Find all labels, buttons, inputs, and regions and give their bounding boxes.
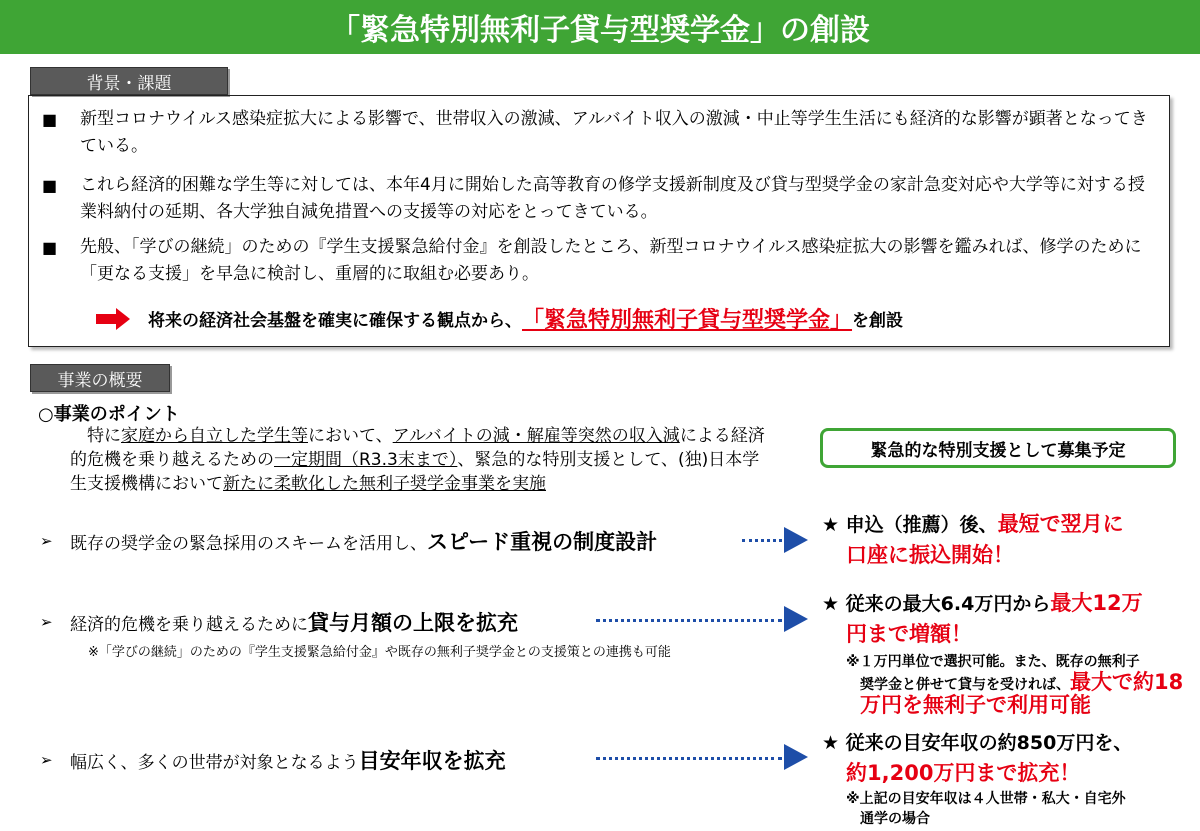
feature-item [40, 607, 518, 637]
intro-indent: 特に [70, 426, 121, 446]
feature-highlight: スピード重視の制度設計 [427, 530, 658, 554]
conclusion-line [96, 303, 903, 334]
intro-part: 一定期間（R3.3末まで） [274, 450, 458, 470]
point-title: ○事業のポイント [38, 404, 180, 425]
feature-item [40, 526, 657, 556]
star-icon: ★ [822, 514, 840, 536]
chevron-icon: ➢ [40, 613, 53, 631]
background-bullet [42, 172, 1152, 226]
star-icon: ★ [822, 593, 840, 615]
result-highlight: 最大12万 [1050, 591, 1143, 615]
background-section-tab: 背景・課題 [30, 67, 228, 95]
result-text: 従来の目安年収の約850万円を、 [845, 732, 1133, 754]
intro-part: 新たに柔軟化した無利子奨学金事業を実施 [223, 474, 546, 494]
background-bullet [42, 106, 1152, 160]
result-item [822, 728, 1192, 829]
result-note: 通学の場合 [860, 811, 930, 827]
result-highlight: 口座に振込開始！ [846, 543, 1014, 567]
bullet-marker: ■ [42, 176, 58, 195]
result-highlight: 約1,200万円まで拡充！ [846, 761, 1081, 785]
arrow-head-icon [784, 606, 808, 632]
result-highlight: 円まで増額！ [846, 622, 972, 646]
result-item [822, 588, 1192, 715]
bullet-text: 新型コロナウイルス感染症拡大による影響で、世帯収入の激減、アルバイト収入の激減・中止等学生生活にも経済的な影響が顕著となってきている。 [80, 109, 1148, 156]
bullet-text: これら経済的困難な学生等に対しては、本年4月に開始した高等教育の修学支援新制度及び貸与型奨学金の家計急変対応や大学等に対する授業料納付の延期、各大学独自減免措置への支援等の対応をとってきている。 [80, 175, 1145, 222]
page-title: 「緊急特別無利子貸与型奨学金」の創設 [0, 0, 1200, 54]
feature-text: 幅広く、多くの世帯が対象となるよう [70, 752, 359, 773]
dotted-connector [596, 757, 782, 760]
feature-note: ※「学びの継続」のための『学生支援緊急給付金』や既存の無利子奨学金との支援策との連携も可能 [88, 645, 671, 660]
feature-text: 経済的危機を乗り越えるために [70, 614, 308, 635]
result-note-highlight: 最大で約18 [1070, 670, 1184, 694]
result-text: 申込（推薦）後、 [845, 514, 998, 536]
arrow-head-icon [784, 744, 808, 770]
recruit-box: 緊急的な特別支援として募集予定 [820, 428, 1176, 468]
overview-section-tab: 事業の概要 [30, 364, 170, 392]
intro-part: 家庭から自立した学生等 [121, 426, 308, 446]
result-note: 奨学金と併せて貸与を受ければ、 [860, 677, 1070, 693]
result-text: 従来の最大6.4万円から [845, 593, 1051, 615]
conclusion-suffix: を創設 [852, 311, 904, 331]
right-arrow-icon [96, 308, 130, 330]
intro-part: による経済的危機を乗り越えるための [70, 426, 765, 470]
dotted-connector [742, 539, 782, 542]
star-icon: ★ [822, 732, 840, 754]
result-note-highlight: 万円を無利子で利用可能 [860, 693, 1091, 717]
chevron-icon: ➢ [40, 751, 53, 769]
chevron-icon: ➢ [40, 532, 53, 550]
result-item [822, 509, 1192, 571]
conclusion-highlight: 「緊急特別無利子貸与型奨学金」 [522, 308, 853, 333]
intro-part: 、緊急的な特別支援として、(独)日本学生支援機構において [70, 450, 760, 494]
feature-highlight: 貸与月額の上限を拡充 [308, 611, 518, 635]
feature-highlight: 目安年収を拡充 [358, 749, 506, 773]
feature-text: 既存の奨学金の緊急採用のスキームを活用し、 [70, 533, 427, 554]
bullet-marker: ■ [42, 238, 58, 257]
intro-paragraph [70, 424, 770, 496]
intro-part: において、 [308, 426, 393, 446]
intro-part: アルバイトの減・解雇等突然の収入減 [392, 426, 680, 446]
bullet-marker: ■ [42, 110, 58, 129]
dotted-connector [596, 619, 782, 622]
bullet-text: 先般、「学びの継続」のための『学生支援緊急給付金』を創設したところ、新型コロナウイルス感染症拡大の影響を鑑みれば、修学のために「更なる支援」を早急に検討し、重層的に取組む必要あり。 [80, 237, 1142, 284]
result-note: ※上記の目安年収は４人世帯・私大・自宅外 [846, 791, 1126, 807]
arrow-head-icon [784, 527, 808, 553]
result-note: ※１万円単位で選択可能。また、既存の無利子 [846, 654, 1140, 670]
feature-item [40, 745, 506, 775]
conclusion-prefix: 将来の経済社会基盤を確実に確保する観点から、 [148, 311, 522, 331]
result-highlight: 最短で翌月に [997, 512, 1124, 536]
background-bullet [42, 234, 1152, 288]
